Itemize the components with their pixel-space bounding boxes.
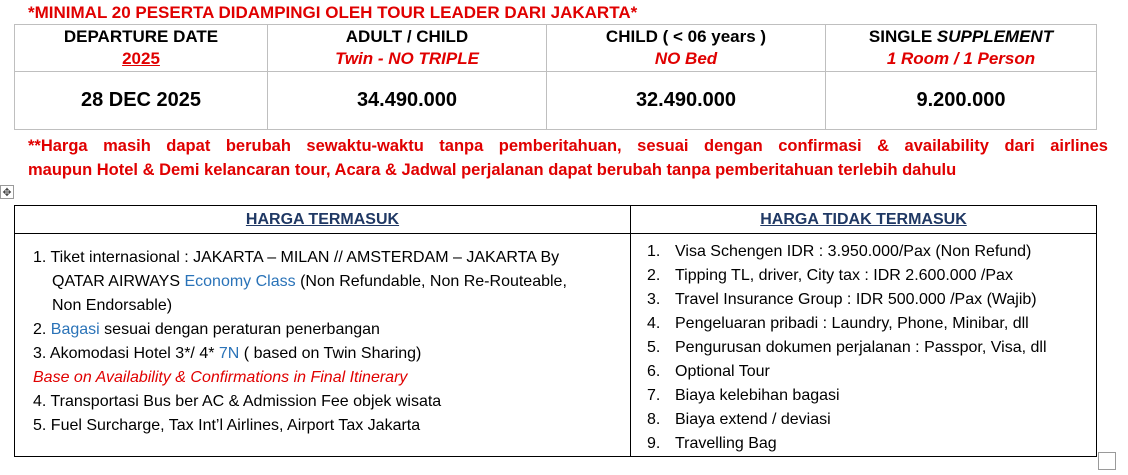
price-table xyxy=(14,24,1097,130)
excluded-item-text: Tipping TL, driver, City tax : IDR 2.600.000 /Pax xyxy=(675,267,1013,284)
header-departure-date-title: DEPARTURE DATE xyxy=(63,27,219,46)
included-item-5: 5. Fuel Surcharge, Tax Int’l Airlines, Airport Tax Jakarta xyxy=(33,417,421,434)
excluded-item-num: 4. xyxy=(647,315,661,332)
included-list xyxy=(15,234,630,446)
excluded-cell xyxy=(631,234,1097,457)
header-single-supplement-sub: 1 Room / 1 Person xyxy=(886,49,1036,68)
header-adult-child xyxy=(268,25,547,72)
excluded-item xyxy=(647,360,1088,384)
included-item-1-airline: QATAR AIRWAYS xyxy=(52,273,185,290)
included-item-2 xyxy=(33,318,620,342)
header-supplement-text: SUPPLEMENT xyxy=(936,27,1054,46)
notice-minimum-participants: *MINIMAL 20 PESERTA DIDAMPINGI OLEH TOUR LEADER DARI JAKARTA* xyxy=(28,3,638,22)
excluded-item-num: 1. xyxy=(647,243,661,260)
excluded-item-text: Optional Tour xyxy=(675,363,770,380)
included-header-text: HARGA TERMASUK xyxy=(245,210,400,228)
included-item-1-terms: (Non Refundable, Non Re-Routeable, xyxy=(295,273,567,290)
excluded-header xyxy=(631,206,1097,234)
disclaimer-line-1: **Harga masih dapat berubah sewaktu-waktu tanpa pemberitahuan, sesuai dengan confirmasi & availability dari airlines xyxy=(28,137,1108,155)
header-single-supplement-title xyxy=(826,26,1096,48)
included-item-3-rest: ( based on Twin Sharing) xyxy=(239,345,422,362)
excluded-item xyxy=(647,288,1088,312)
move-handle-icon[interactable]: ✥ xyxy=(0,185,14,199)
price-disclaimer xyxy=(28,134,1108,182)
excluded-item xyxy=(647,240,1088,264)
cell-child-no-bed-price: 32.490.000 xyxy=(547,72,826,130)
header-adult-child-title: ADULT / CHILD xyxy=(345,27,469,46)
excluded-item xyxy=(647,408,1088,432)
included-item-1-class: Economy Class xyxy=(184,273,296,290)
excluded-item-num: 6. xyxy=(647,363,661,380)
header-child-title: CHILD ( < 06 years ) xyxy=(605,27,767,46)
header-single-text: SINGLE xyxy=(868,27,937,46)
resize-box-icon[interactable] xyxy=(1098,452,1116,470)
included-item-1-line-a: 1. Tiket internasional : JAKARTA – MILAN // AMSTERDAM – JAKARTA By xyxy=(33,249,560,266)
excluded-item-text: Visa Schengen IDR : 3.950.000/Pax (Non Refund) xyxy=(675,243,1032,260)
excluded-item xyxy=(647,264,1088,288)
included-item-1-line-b xyxy=(33,270,620,294)
header-departure-date xyxy=(15,25,268,72)
included-cell xyxy=(15,234,631,457)
disclaimer-line-2: maupun Hotel & Demi kelancaran tour, Acara & Jadwal perjalanan dapat berubah tanpa pemberitahuan terlebih dahulu xyxy=(28,161,957,179)
excluded-item-num: 5. xyxy=(647,339,661,356)
included-item-3-nights: 7N xyxy=(218,345,240,362)
price-table-header-row xyxy=(15,25,1097,72)
excluded-list xyxy=(631,234,1096,456)
header-child xyxy=(547,25,826,72)
excluded-header-text: HARGA TIDAK TERMASUK xyxy=(760,210,967,228)
included-item-2-baggage: Bagasi xyxy=(50,321,100,338)
excluded-item-text: Biaya kelebihan bagasi xyxy=(675,387,840,404)
header-departure-year: 2025 xyxy=(122,49,160,68)
included-excluded-header-row xyxy=(15,206,1097,234)
excluded-item-text: Travelling Bag xyxy=(675,435,777,452)
included-item-2-rest: sesuai dengan peraturan penerbangan xyxy=(99,321,380,338)
included-item-3 xyxy=(33,342,620,366)
included-item-4: 4. Transportasi Bus ber AC & Admission Fee objek wisata xyxy=(33,393,442,410)
included-item-3-note: Base on Availability & Confirmations in Final Itinerary xyxy=(33,369,408,386)
excluded-item xyxy=(647,384,1088,408)
cell-departure-date: 28 DEC 2025 xyxy=(15,72,268,130)
excluded-item-num: 7. xyxy=(647,387,661,404)
header-single-supplement xyxy=(826,25,1097,72)
excluded-item-num: 3. xyxy=(647,291,661,308)
excluded-item-text: Pengeluaran pribadi : Laundry, Phone, Minibar, dll xyxy=(675,315,1029,332)
excluded-item xyxy=(647,336,1088,360)
excluded-item xyxy=(647,432,1088,456)
excluded-item-text: Biaya extend / deviasi xyxy=(675,411,831,428)
price-table-row xyxy=(15,72,1097,130)
included-item-2-num: 2. xyxy=(33,321,51,338)
excluded-item-text: Pengurusan dokumen perjalanan : Passpor, Visa, dll xyxy=(675,339,1047,356)
excluded-item xyxy=(647,312,1088,336)
cell-single-supplement-price: 9.200.000 xyxy=(826,72,1097,130)
included-excluded-table xyxy=(14,205,1097,457)
excluded-item-num: 2. xyxy=(647,267,661,284)
included-header xyxy=(15,206,631,234)
cell-adult-child-price: 34.490.000 xyxy=(268,72,547,130)
excluded-item-num: 8. xyxy=(647,411,661,428)
header-child-sub: NO Bed xyxy=(654,49,718,68)
included-item-3-text: 3. Akomodasi Hotel 3*/ 4* xyxy=(33,345,219,362)
excluded-item-text: Travel Insurance Group : IDR 500.000 /Pax (Wajib) xyxy=(675,291,1037,308)
included-item-1-line-c: Non Endorsable) xyxy=(52,297,173,314)
excluded-item-num: 9. xyxy=(647,435,661,452)
included-excluded-body-row xyxy=(15,234,1097,457)
header-adult-child-sub: Twin - NO TRIPLE xyxy=(335,49,479,68)
